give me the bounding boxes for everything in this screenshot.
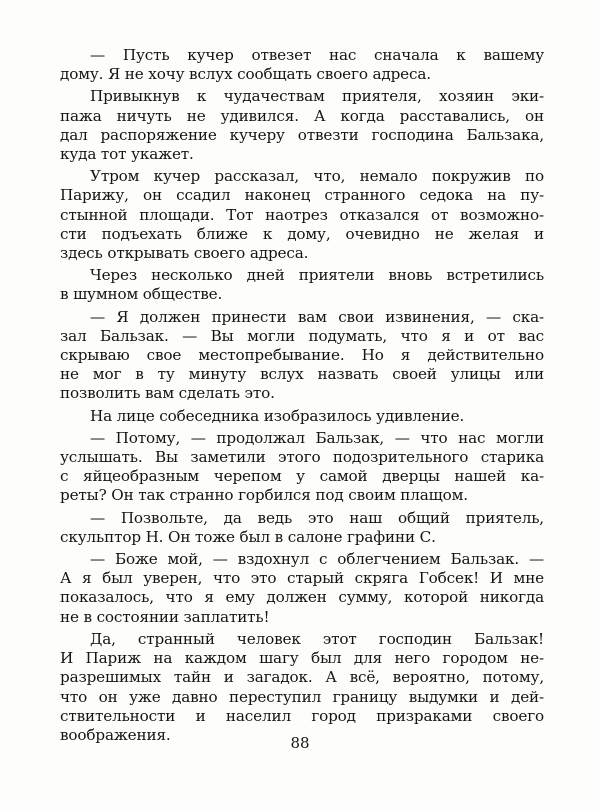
paragraph-4 [60,266,544,304]
page-body-text [60,46,544,748]
paragraph-6 [60,407,544,426]
paragraph-10 [60,630,544,745]
text-line: пажа ничуть не удивился. А когда расставались, он [60,106,544,125]
paragraph-7 [60,429,544,506]
text-line: стынной площади. Тот наотрез отказался от возможно- [60,205,544,224]
paragraph-5 [60,308,544,404]
text-line: не в состоянии заплатить! [60,607,270,626]
text-line: разрешимых тайн и загадок. А всё, вероятно, потому, [60,668,544,687]
text-line: И Париж на каждом шагу был для него городом не- [60,649,544,668]
text-line: — Пусть кучер отвезет нас сначала к вашему [90,46,544,64]
paragraph-8 [60,509,544,547]
text-line: — Потому, — продолжал Бальзак, — что нас могли [90,428,544,447]
text-line: Утром кучер рассказал, что, немало покружив по [90,167,544,186]
text-line: скульптор Н. Он тоже был в салоне графини С. [60,527,436,546]
text-line: услышать. Вы заметили этого подозрительного старика [60,448,544,467]
text-line: показалось, что я ему должен сумму, которой никогда [60,588,544,607]
text-line: с яйцеобразным черепом у самой дверцы нашей ка- [60,467,544,486]
text-line: Привыкнув к чудачествам приятеля, хозяин эки- [90,87,544,106]
text-line: — Позвольте, да ведь это наш общий приятель, [90,508,544,527]
text-line: Парижу, он ссадил наконец странного седока на пу- [60,186,544,205]
paragraph-2 [60,87,544,164]
text-line: Да, странный человек этот господин Бальзак! [90,629,544,648]
text-line: Через несколько дней приятели вновь встретились [90,266,544,285]
text-line: воображения. [60,725,171,744]
text-line: дал распоряжение кучеру отвезти господина Бальзака, [60,125,544,144]
text-line: не мог в ту минуту вслух назвать своей улицы или [60,365,544,384]
paragraph-3 [60,167,544,263]
text-line: скрываю свое местопребывание. Но я действительно [60,346,544,365]
text-line: — Боже мой, — вздохнул с облегчением Бальзак. — [90,550,544,569]
text-line: А я был уверен, что это старый скряга Гобсек! И мне [60,569,544,588]
text-line: реты? Он так странно горбился под своим плащом. [60,486,468,505]
text-line: куда тот укажет. [60,145,194,164]
page-number: 88 [290,734,310,752]
text-line: ствительности и населил город призраками своего [60,706,544,725]
text-line: — Я должен принести вам свои извинения, — ска- [90,307,544,326]
text-line: в шумном обществе. [60,285,223,304]
paragraph-1 [60,46,544,84]
text-line: зал Бальзак. — Вы могли подумать, что я и от вас [60,326,544,345]
text-line: здесь открывать своего адреса. [60,244,309,263]
text-line: дому. Я не хочу вслух сообщать своего адреса. [60,65,431,84]
text-line: сти подъехать ближе к дому, очевидно не желая и [60,224,544,243]
text-line: На лице собеседника изобразилось удивление. [90,406,465,425]
text-line: позволить вам сделать это. [60,384,275,403]
text-line: что он уже давно переступил границу выдумки и дей- [60,687,544,706]
paragraph-9 [60,550,544,627]
